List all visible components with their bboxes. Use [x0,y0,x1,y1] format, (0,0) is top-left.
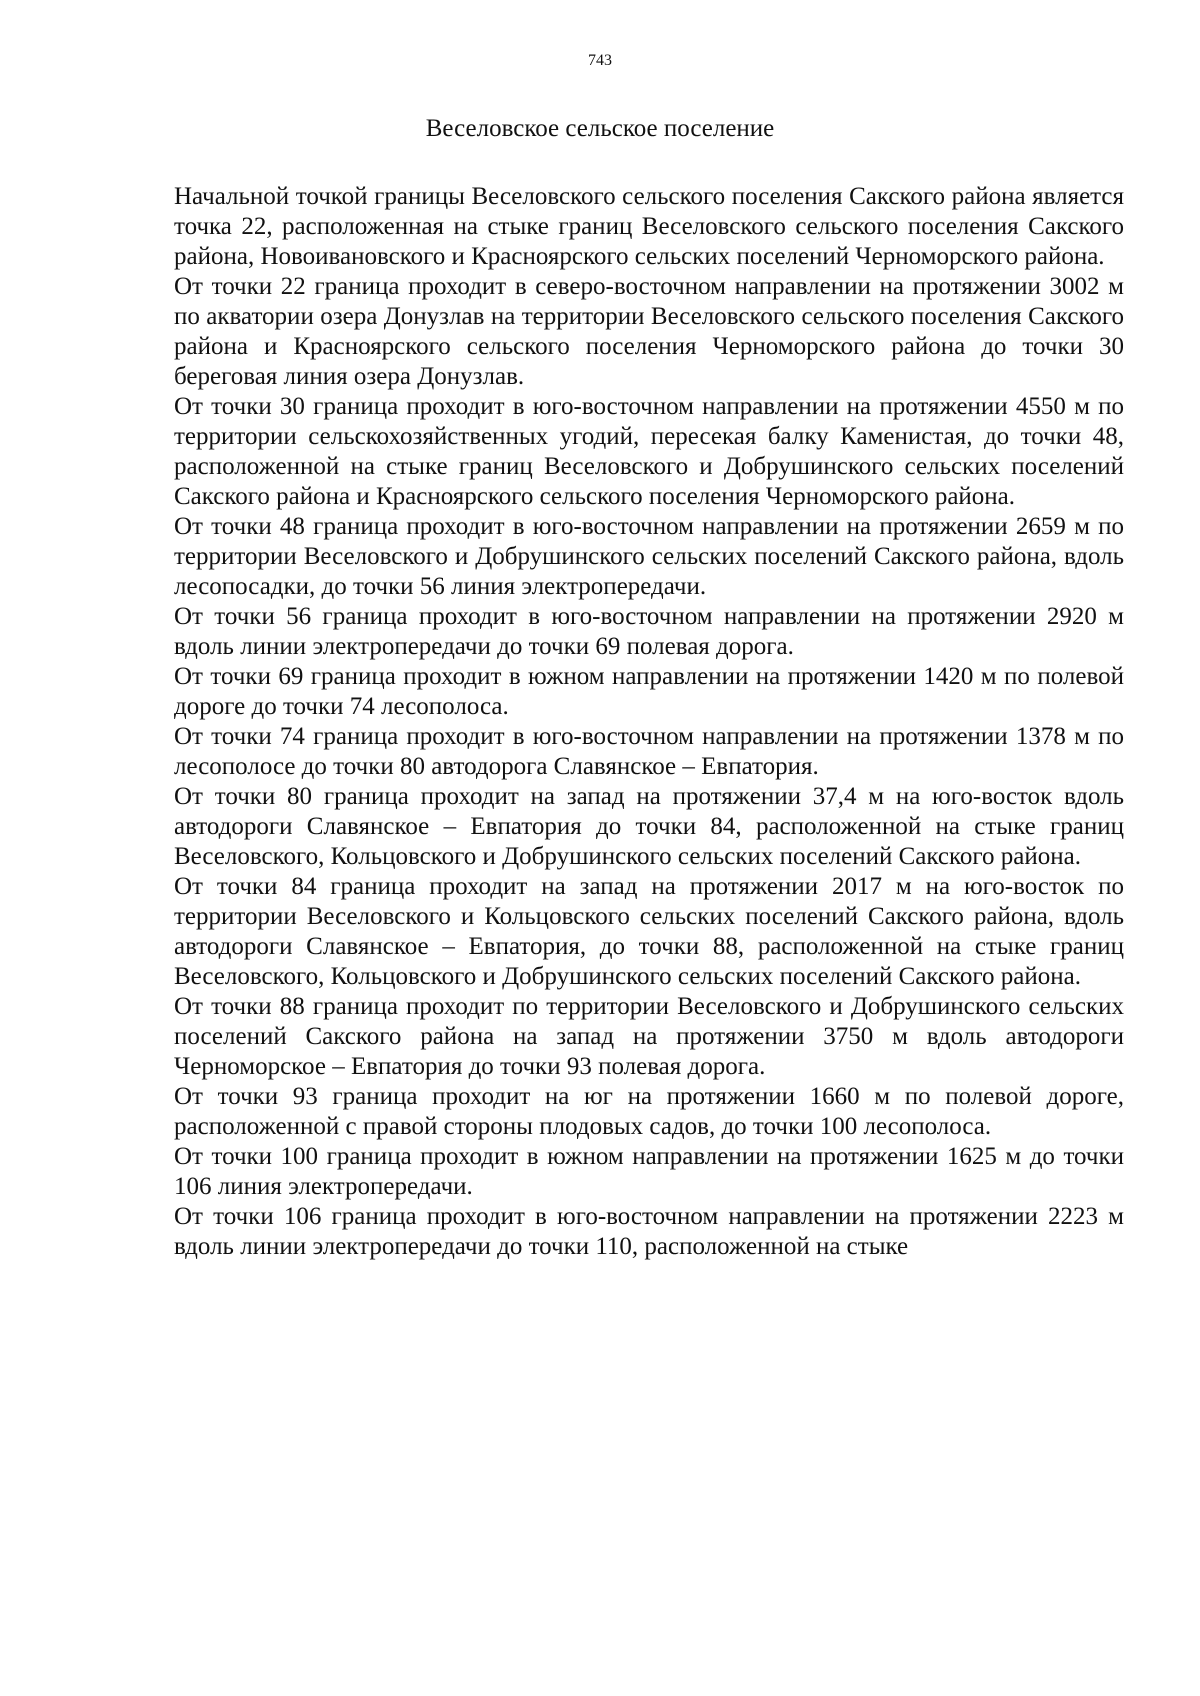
paragraph-point-80: От точки 80 граница проходит на запад на протяжении 37,4 м на юго-восток вдоль автодороги Славянское – Евпатория до точки 84, расположенной на стыке границ Веселовского, Кольцовского и Добрушинского сельских поселений Сакского района. [174,783,1124,870]
paragraph-point-93: От точки 93 граница проходит на юг на протяжении 1660 м по полевой дороге, расположенной с правой стороны плодовых садов, до точки 100 лесополоса. [174,1083,1124,1140]
paragraph-point-22: От точки 22 граница проходит в северо-восточном направлении на протяжении 3002 м по акватории озера Донузлав на территории Веселовского сельского поселения Сакского района и Красноярского сельского поселения Черноморского района до точки 30 береговая линия озера Донузлав. [174,273,1124,390]
section-title: Веселовское сельское поселение [425,115,775,142]
paragraph-point-106: От точки 106 граница проходит в юго-восточном направлении на протяжении 2223 м вдоль линии электропередачи до точки 110, расположенной на стыке [174,1203,1124,1260]
paragraph-point-30: От точки 30 граница проходит в юго-восточном направлении на протяжении 4550 м по территории сельскохозяйственных угодий, пересекая балку Каменистая, до точки 48, расположенной на стыке границ Веселовского и Добрушинского сельских поселений Сакского района и Красноярского сельского поселения Черноморского района. [174,393,1124,510]
paragraph-point-69: От точки 69 граница проходит в южном направлении на протяжении 1420 м по полевой дороге до точки 74 лесополоса. [174,663,1124,720]
page-number: 743 [588,52,612,69]
paragraph-point-56: От точки 56 граница проходит в юго-восточном направлении на протяжении 2920 м вдоль линии электропередачи до точки 69 полевая дорога. [174,603,1124,660]
paragraph-point-84: От точки 84 граница проходит на запад на протяжении 2017 м на юго-восток по территории Веселовского и Кольцовского сельских поселений Сакского района, вдоль автодороги Славянское – Евпатория, до точки 88, расположенной на стыке границ Веселовского, Кольцовского и Добрушинского сельских поселений Сакского района. [174,873,1124,990]
document-body [174,182,1124,1262]
paragraph-point-88: От точки 88 граница проходит по территории Веселовского и Добрушинского сельских поселений Сакского района на запад на протяжении 3750 м вдоль автодороги Черноморское – Евпатория до точки 93 полевая дорога. [174,993,1124,1080]
paragraph-point-48: От точки 48 граница проходит в юго-восточном направлении на протяжении 2659 м по территории Веселовского и Добрушинского сельских поселений Сакского района, вдоль лесопосадки, до точки 56 линия электропередачи. [174,513,1124,600]
paragraph-point-74: От точки 74 граница проходит в юго-восточном направлении на протяжении 1378 м по лесополосе до точки 80 автодорога Славянское – Евпатория. [174,723,1124,780]
paragraph-start-point: Начальной точкой границы Веселовского сельского поселения Сакского района является точка 22, расположенная на стыке границ Веселовского сельского поселения Сакского района, Новоивановского и Красноярского сельских поселений Черноморского района. [174,183,1124,270]
paragraph-point-100: От точки 100 граница проходит в южном направлении на протяжении 1625 м до точки 106 линия электропередачи. [174,1143,1124,1200]
